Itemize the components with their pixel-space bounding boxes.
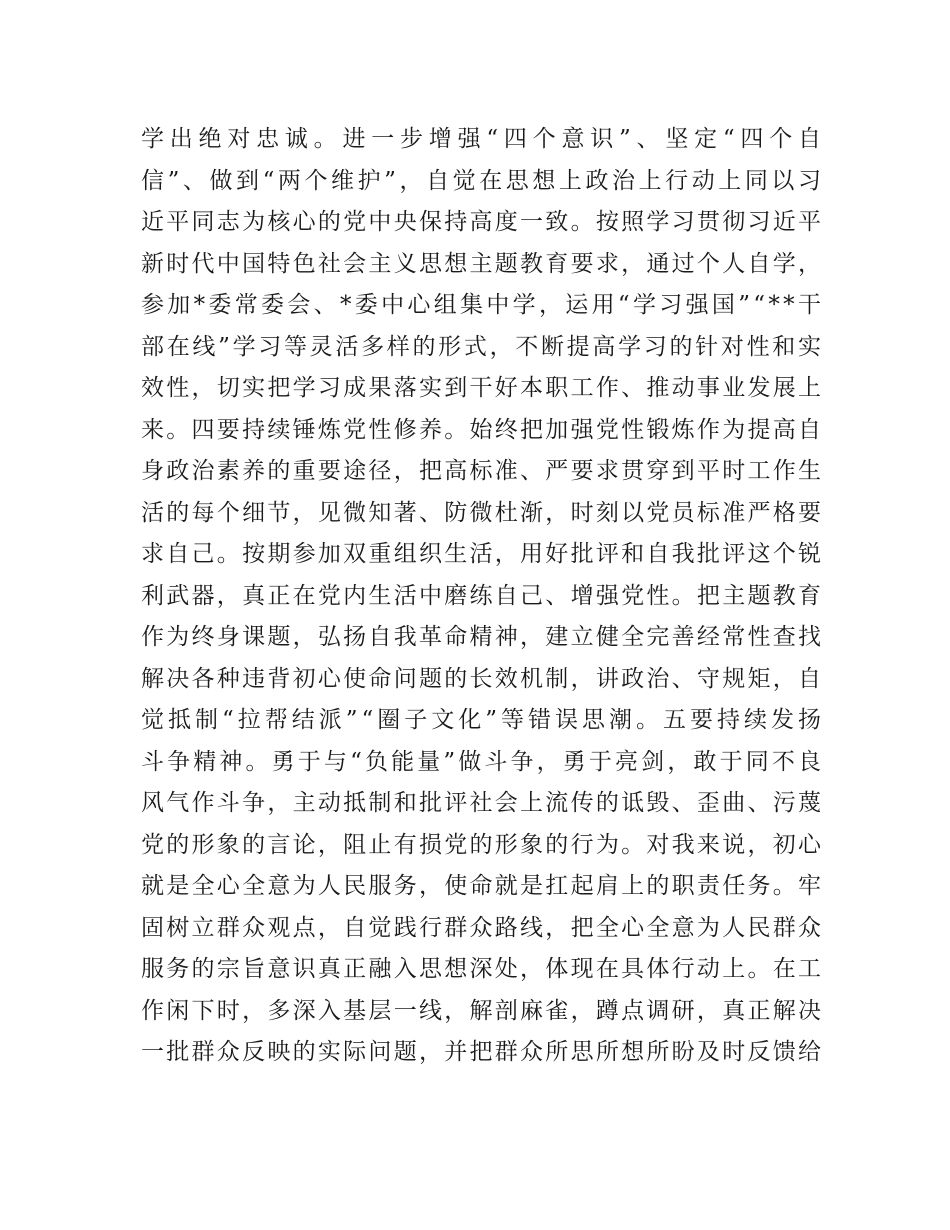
text-line: 就是全心全意为人民服务，使命就是扛起肩上的职责任务。牢 [141,873,824,899]
text-line: 一批群众反映的实际问题，并把群众所思所想所盼及时反馈给 [141,1039,824,1065]
text-line: 斗争精神。勇于与“负能量”做斗争，勇于亮剑，敢于同不良 [141,748,825,775]
text-line: 活的每个细节，见微知著、防微杜渐，时刻以党员标准严格要 [141,499,824,526]
text-line: 服务的宗旨意识真正融入思想深处，体现在具体行动上。在工 [141,956,824,982]
text-line: 新时代中国特色社会主义思想主题教育要求，通过个人自学， [141,250,824,277]
text-line: 参加*委常委会、*委中心组集中学，运用“学习强国”“**干 [141,292,825,318]
text-line: 利武器，真正在党内生活中磨练自己、增强党性。把主题教育 [141,582,824,609]
body-text [141,119,827,1074]
text-line: 求自己。按期参加双重组织生活，用好批评和自我批评这个锐 [141,541,824,567]
text-line: 作为终身课题，弘扬自我革命精神，建立健全完善经常性查找 [141,624,824,650]
text-line: 近平同志为核心的党中央保持高度一致。按照学习贯彻习近平 [141,209,824,235]
text-line: 觉抵制“拉帮结派”“圈子文化”等错误思潮。五要持续发扬 [141,707,825,733]
text-line: 身政治素养的重要途径，把高标准、严要求贯穿到平时工作生 [141,458,824,484]
text-line: 效性，切实把学习成果落实到干好本职工作、推动事业发展上 [141,375,824,401]
text-line: 风气作斗争，主动抵制和批评社会上流传的诋毁、歪曲、污蔑 [141,790,824,816]
text-line: 信”、做到“两个维护”，自觉在思想上政治上行动上同以习 [141,167,825,194]
text-line: 学出绝对忠诚。进一步增强“四个意识”、坚定“四个自 [141,126,827,152]
text-line: 党的形象的言论，阻止有损党的形象的行为。对我来说，初心 [141,831,824,858]
text-line: 解决各种违背初心使命问题的长效机制，讲政治、守规矩，自 [141,665,824,692]
text-line: 作闲下时，多深入基层一线，解剖麻雀，蹲点调研，真正解决 [141,997,824,1024]
text-line: 固树立群众观点，自觉践行群众路线，把全心全意为人民群众 [141,914,824,941]
text-line: 来。四要持续锤炼党性修养。始终把加强党性锻炼作为提高自 [141,416,824,443]
text-line: 部在线”学习等灵活多样的形式，不断提高学习的针对性和实 [141,333,824,360]
